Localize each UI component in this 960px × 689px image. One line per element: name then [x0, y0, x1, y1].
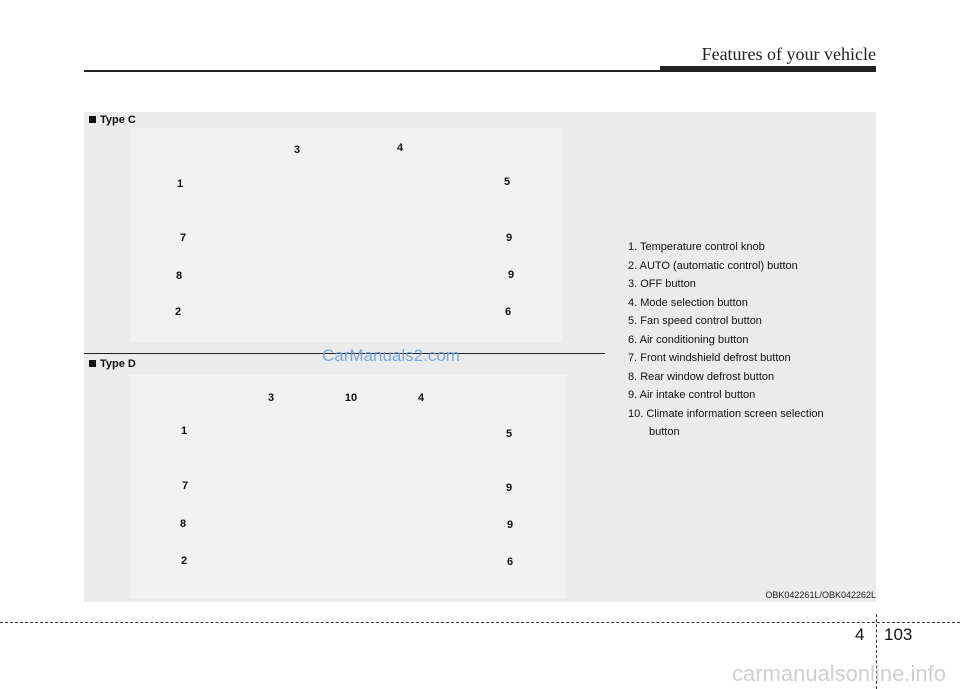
watermark-text: CarManuals2.com	[322, 346, 460, 365]
callout-number: 7	[179, 232, 187, 244]
legend-item: 1. Temperature control knob	[628, 241, 765, 253]
type-c-panel-illustration	[130, 128, 562, 342]
header-rule-accent	[660, 66, 876, 72]
callout-number: 4	[396, 142, 404, 154]
callout-number: 6	[506, 556, 514, 568]
legend-item: 2. AUTO (automatic control) button	[628, 259, 798, 272]
callout-number: 9	[505, 482, 513, 494]
type-d-heading	[89, 358, 136, 370]
image-code: OBK042261L/OBK042262L	[765, 590, 876, 600]
legend-item: 7. Front windshield defrost button	[628, 352, 791, 364]
legend-item: 8. Rear window defrost button	[628, 370, 775, 383]
callout-number: 9	[507, 269, 515, 281]
callout-number: 2	[174, 306, 182, 318]
legend-item: 4. Mode selection button	[628, 296, 748, 309]
legend-item	[628, 405, 868, 442]
callout-number: 4	[417, 392, 425, 404]
callout-number: 10	[344, 392, 358, 404]
callout-number: 2	[180, 555, 188, 567]
legend-item: 3. OFF button	[628, 278, 696, 290]
callout-number: 5	[505, 428, 513, 440]
type-c-label: Type C	[100, 114, 136, 126]
callout-number: 1	[180, 425, 188, 437]
callout-number: 6	[504, 306, 512, 318]
callout-number: 3	[267, 392, 275, 404]
type-c-heading	[89, 114, 136, 126]
callout-number: 1	[176, 178, 184, 190]
page-number: 103	[884, 625, 913, 644]
type-d-label: Type D	[100, 358, 136, 370]
section-title: Features of your vehicle	[701, 44, 876, 64]
callout-number: 8	[179, 518, 187, 530]
square-bullet-icon	[89, 360, 96, 367]
callout-number: 3	[293, 144, 301, 156]
legend-item: 6. Air conditioning button	[628, 333, 749, 346]
climate-control-figure	[84, 112, 876, 602]
callout-number: 9	[505, 232, 513, 244]
site-watermark: carmanualsonline.info	[731, 661, 946, 686]
legend-item-continuation: button	[649, 426, 680, 438]
legend-item-text: 10. Climate information screen selection	[628, 407, 824, 420]
callout-number: 8	[175, 270, 183, 282]
legend-item: 5. Fan speed control button	[628, 315, 762, 327]
callout-number: 9	[506, 519, 514, 531]
callout-legend	[628, 238, 868, 442]
type-d-panel-illustration	[130, 375, 566, 599]
callout-number: 5	[503, 176, 511, 188]
square-bullet-icon	[89, 116, 96, 123]
footer-rule	[0, 622, 960, 623]
callout-number: 7	[181, 480, 189, 492]
header-rule	[84, 70, 660, 72]
chapter-number: 4	[855, 625, 865, 644]
legend-item: 9. Air intake control button	[628, 389, 756, 401]
